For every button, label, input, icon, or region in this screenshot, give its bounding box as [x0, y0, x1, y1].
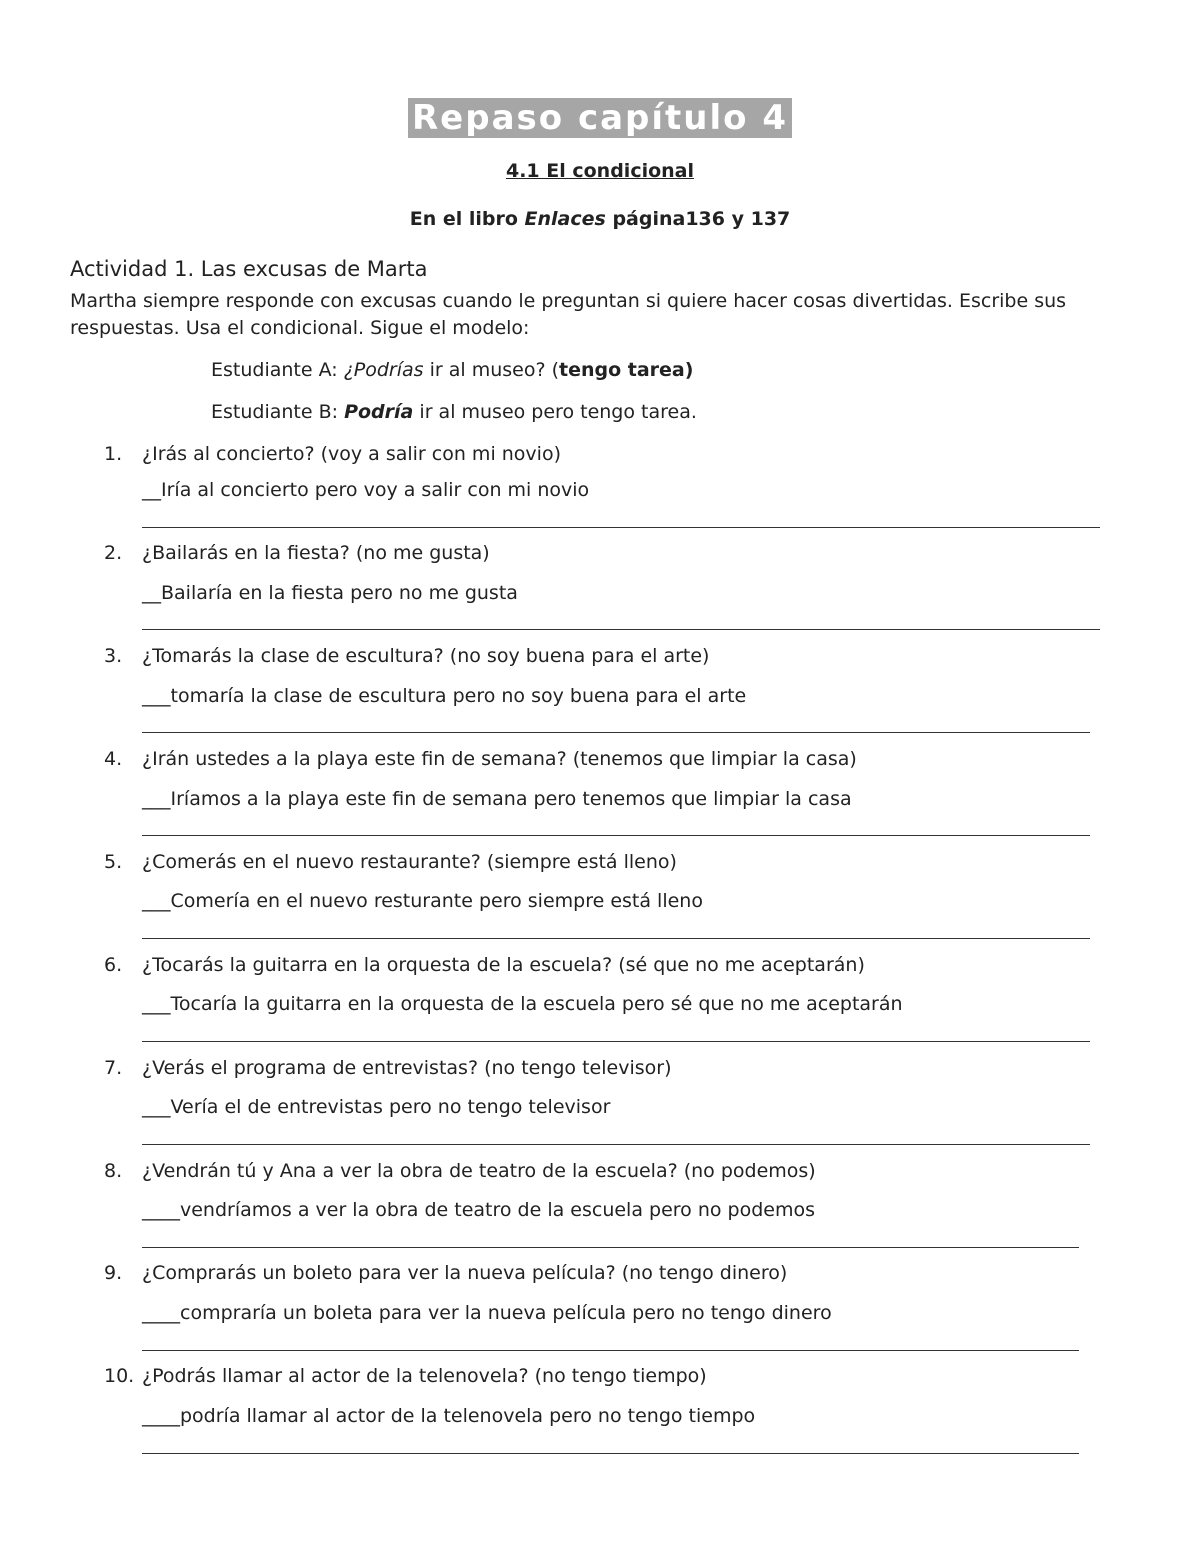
section-subtitle: 4.1 El condicional — [505, 160, 695, 182]
answer-line — [142, 629, 1100, 630]
page-title-wrap — [0, 98, 1200, 138]
question-text: ¿Podrás llamar al actor de la telenovela? (no tengo tiempo) — [142, 1365, 707, 1387]
model-student-b — [211, 401, 697, 423]
answer-text[interactable]: ___Tocaría la guitarra en la orquesta de la escuela pero sé que no me aceptarán — [142, 993, 903, 1015]
model-b-prefix: Estudiante B: — [211, 401, 345, 423]
book-reference — [0, 208, 1200, 230]
question-number: 5. — [104, 851, 123, 873]
question-text: ¿Irán ustedes a la playa este fin de semana? (tenemos que limpiar la casa) — [142, 748, 857, 770]
question-number: 7. — [104, 1057, 123, 1079]
answer-line — [142, 1144, 1090, 1145]
question-text: ¿Bailarás en la fiesta? (no me gusta) — [142, 542, 490, 564]
answer-text[interactable]: ___tomaría la clase de escultura pero no soy buena para el arte — [142, 685, 747, 707]
answer-text[interactable]: __Bailaría en la fiesta pero no me gusta — [142, 582, 518, 604]
answer-line — [142, 1453, 1079, 1454]
question-number: 9. — [104, 1262, 123, 1284]
answer-line — [142, 1247, 1079, 1248]
answer-text[interactable]: ___Vería el de entrevistas pero no tengo televisor — [142, 1096, 611, 1118]
question-text: ¿Verás el programa de entrevistas? (no tengo televisor) — [142, 1057, 672, 1079]
answer-line — [142, 938, 1090, 939]
answer-text[interactable]: ____podría llamar al actor de la telenovela pero no tengo tiempo — [142, 1405, 756, 1427]
question-number: 1. — [104, 443, 123, 465]
question-number: 8. — [104, 1160, 123, 1182]
answer-text[interactable]: ____vendríamos a ver la obra de teatro de la escuela pero no podemos — [142, 1199, 815, 1221]
question-number: 3. — [104, 645, 123, 667]
activity-title: Actividad 1. Las excusas de Marta — [70, 257, 428, 281]
question-text: ¿Vendrán tú y Ana a ver la obra de teatro de la escuela? (no podemos) — [142, 1160, 816, 1182]
answer-line — [142, 732, 1090, 733]
model-a-prefix: Estudiante A: — [211, 359, 344, 381]
question-number: 2. — [104, 542, 123, 564]
model-student-a — [211, 359, 693, 381]
question-number: 6. — [104, 954, 123, 976]
answer-text[interactable]: __Iría al concierto pero voy a salir con mi novio — [142, 479, 590, 501]
answer-text[interactable]: ___Comería en el nuevo resturante pero siempre está lleno — [142, 890, 703, 912]
book-name: Enlaces — [524, 208, 606, 230]
model-a-middle: ir al museo? ( — [423, 359, 559, 381]
answer-line — [142, 1350, 1079, 1351]
activity-instructions: Martha siempre responde con excusas cuando le preguntan si quiere hacer cosas divertidas. Escribe sus respuestas. Usa el condicional. Sigue el modelo: — [70, 290, 1067, 339]
answer-line — [142, 1041, 1090, 1042]
page-title: Repaso capítulo 4 — [408, 98, 792, 138]
question-text: ¿Tocarás la guitarra en la orquesta de la escuela? (sé que no me aceptarán) — [142, 954, 865, 976]
model-b-rest: ir al museo pero tengo tarea. — [413, 401, 697, 423]
question-text: ¿Comprarás un boleto para ver la nueva película? (no tengo dinero) — [142, 1262, 788, 1284]
book-reference-pages: página136 y 137 — [605, 208, 791, 230]
answer-text[interactable]: ____compraría un boleta para ver la nueva película pero no tengo dinero — [142, 1302, 832, 1324]
book-reference-prefix: En el libro — [409, 208, 525, 230]
question-text: ¿Comerás en el nuevo restaurante? (siempre está lleno) — [142, 851, 677, 873]
question-number: 10. — [104, 1365, 135, 1387]
model-b-verb: Podría — [344, 401, 414, 423]
answer-line — [142, 527, 1100, 528]
model-a-cue: tengo tarea) — [559, 359, 694, 381]
question-text: ¿Tomarás la clase de escultura? (no soy buena para el arte) — [142, 645, 710, 667]
answer-line — [142, 835, 1090, 836]
question-text: ¿Irás al concierto? (voy a salir con mi novio) — [142, 443, 561, 465]
answer-text[interactable]: ___Iríamos a la playa este fin de semana pero tenemos que limpiar la casa — [142, 788, 852, 810]
model-a-verb: ¿Podrías — [343, 359, 424, 381]
question-number: 4. — [104, 748, 123, 770]
